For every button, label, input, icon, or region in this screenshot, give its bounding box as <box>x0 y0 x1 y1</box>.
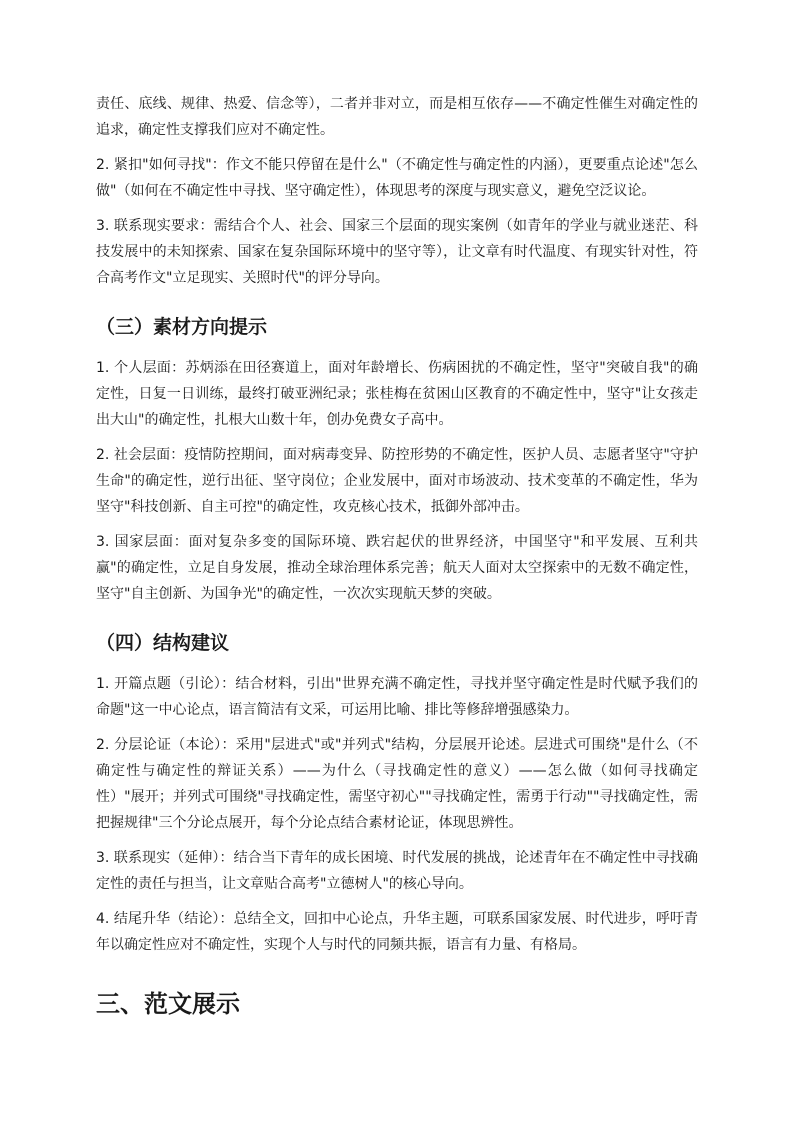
materials-section <box>96 313 698 607</box>
structure-heading: （四）结构建议 <box>96 632 230 654</box>
requirement-point-3: 3. 联系现实要求：需结合个人、社会、国家三个层面的现实案例（如青年的学业与就业迷茫、科技发展中的未知探索、国家在复杂国际环境中的坚守等），让文章有时代温度、有现实针对性，符合高考作文"立足现实、关照时代"的评分导向。 <box>96 218 698 286</box>
material-item-nation: 3. 国家层面：面对复杂多变的国际环境、跌宕起伏的世界经济，中国坚守"和平发展、互利共赢"的确定性，立足自身发展，推动全球治理体系完善；航天人面对太空探索中的无数不确定性，坚守"自主创新、为国争光"的确定性，一次次实现航天梦的突破。 <box>96 534 698 602</box>
structure-item-extension: 3. 联系现实（延伸）：结合当下青年的成长困境、时代发展的挑战，论述青年在不确定性中寻找确定性的责任与担当，让文章贴合高考"立德树人"的核心导向。 <box>96 850 698 892</box>
materials-heading: （三）素材方向提示 <box>96 316 268 338</box>
requirement-point-2: 2. 紧扣"如何寻找"：作文不能只停留在是什么"（不确定性与确定性的内涵），更要重点论述"怎么做"（如何在不确定性中寻找、坚守确定性），体现思考的深度与现实意义，避免空泛议论。 <box>96 157 698 199</box>
structure-item-argument: 2. 分层论证（本论）：采用"层进式"或"并列式"结构，分层展开论述。层进式可围绕"是什么（不确定性与确定性的辩证关系）——为什么（寻找确定性的意义）——怎么做（如何寻找确定性）"展开；并列式可围绕"寻找确定性，需坚守初心""寻找确定性，需勇于行动""寻找确定性，需把握规律"三个分论点展开，每个分论点结合素材论证，体现思辨性。 <box>96 737 698 831</box>
sample-section <box>96 988 698 1020</box>
material-item-personal: 1. 个人层面：苏炳添在田径赛道上，面对年龄增长、伤病困扰的不确定性，坚守"突破自我"的确定性，日复一日训练，最终打破亚洲纪录；张桂梅在贫困山区教育的不确定性中，坚守"让女孩走出大山"的确定性，扎根大山数十年，创办免费女子高中。 <box>96 360 698 428</box>
sample-heading: 三、范文展示 <box>96 990 240 1018</box>
material-item-society: 2. 社会层面：疫情防控期间，面对病毒变异、防控形势的不确定性，医护人员、志愿者坚守"守护生命"的确定性，逆行出征、坚守岗位；企业发展中，面对市场波动、技术变革的不确定性，华为坚守"科技创新、自主可控"的确定性，攻克核心技术，抵御外部冲击。 <box>96 447 698 515</box>
requirements-section <box>96 91 698 291</box>
structure-item-conclusion: 4. 结尾升华（结论）：总结全文，回扣中心论点，升华主题，可联系国家发展、时代进步，呼吁青年以确定性应对不确定性，实现个人与时代的同频共振，语言有力量、有格局。 <box>96 911 698 953</box>
intro-continuation: 责任、底线、规律、热爱、信念等），二者并非对立，而是相互依存——不确定性催生对确定性的追求，确定性支撑我们应对不确定性。 <box>96 96 698 138</box>
structure-item-opening: 1. 开篇点题（引论）：结合材料，引出"世界充满不确定性，寻找并坚守确定性是时代赋予我们的命题"这一中心论点，语言简洁有文采，可运用比喻、排比等修辞增强感染力。 <box>96 676 698 718</box>
structure-section <box>96 629 698 958</box>
